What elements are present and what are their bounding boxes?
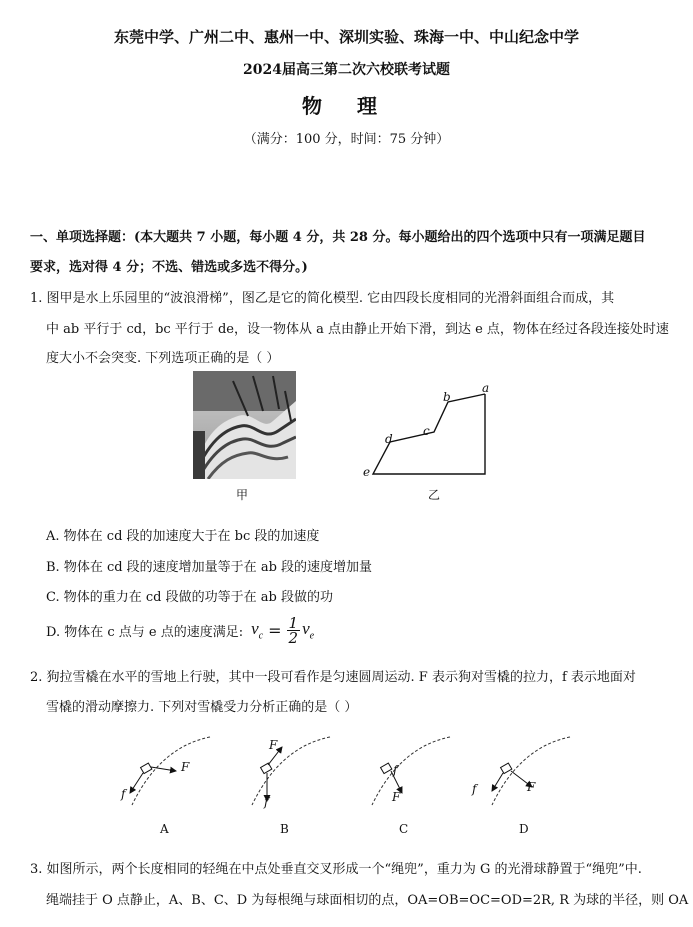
q2-stem-line1: 2. 狗拉雪橇在水平的雪地上行驶，其中一段可看作是匀速圆周运动. F 表示狗对雪橇的拉力，f 表示地面对 — [30, 670, 636, 685]
diagram-c — [372, 737, 450, 805]
q2-option-label-a: A — [160, 822, 169, 836]
diagram-a — [130, 737, 210, 805]
force-label-F-b: F — [269, 738, 278, 752]
equals-sign: = — [268, 620, 282, 640]
q3-stem-line2: 绳端挂于 O 点静止，A、B、C、D 为每根绳与球面相切的点，OA=OB=OC=OD=2R, R 为球的半径，则 OA — [46, 893, 689, 908]
force-label-f-a: f — [121, 787, 126, 801]
section-heading-line2: 要求，选对得 4 分；不选、错选或多选不得分。) — [30, 260, 308, 275]
school-list-title: 东莞中学、广州二中、惠州一中、深圳实验、珠海一中、中山纪念中学 — [113, 28, 579, 46]
q1-stem-line3: 度大小不会突变. 下列选项正确的是（ ） — [46, 351, 280, 366]
section-heading-line1: 一、单项选择题：(本大题共 7 小题，每小题 4 分，共 28 分。每小题给出的四个选项中只有一项满足题目 — [30, 230, 646, 245]
q2-option-label-c: C — [399, 822, 409, 836]
point-label-e: e — [363, 465, 371, 479]
velocity-c: $v_c$ — [251, 618, 264, 642]
q3-stem-line1: 3. 如图所示，两个长度相同的轻绳在中点处垂直交叉形成一个“绳兜”，重力为 G 的光滑球静置于“绳兜”中. — [30, 862, 642, 877]
subject-title: 物 理 — [302, 94, 391, 118]
q2-stem-line2: 雪橇的滑动摩擦力. 下列对雪橇受力分析正确的是（ ） — [46, 700, 358, 715]
velocity-e: $v_e$ — [302, 618, 315, 642]
q2-option-label-b: B — [280, 822, 289, 836]
fig-label-yi: 乙 — [428, 488, 441, 502]
force-label-f-c: f — [393, 763, 398, 777]
q1-option-a: A. 物体在 cd 段的加速度大于在 bc 段的加速度 — [46, 529, 320, 544]
q1-option-c: C. 物体的重力在 cd 段做的功等于在 ab 段做的功 — [46, 590, 333, 605]
force-label-f-d: f — [472, 782, 477, 796]
q1-option-d — [46, 612, 314, 648]
force-label-F-a: F — [181, 760, 190, 774]
point-label-b: b — [443, 390, 451, 404]
q1-stem-line2: 中 ab 平行于 cd，bc 平行于 de，设一物体从 a 点由静止开始下滑，到达 e 点，物体在经过各段连接处时速 — [46, 322, 669, 337]
sled-force-diagrams — [110, 735, 630, 815]
q2-option-label-d: D — [519, 822, 529, 836]
q1-stem-line1: 1. 图甲是水上乐园里的“波浪滑梯”，图乙是它的简化模型. 它由四段长度相同的光滑斜面组合而成，其 — [30, 291, 615, 306]
force-label-f-b: f — [264, 795, 269, 809]
force-label-F-d: F — [527, 780, 536, 794]
point-label-d: d — [385, 432, 393, 446]
fraction-one-half: $\frac{1}{2}$ — [288, 613, 299, 647]
point-label-c: c — [423, 424, 430, 438]
exam-title: 2024届高三第二次六校联考试题 — [243, 62, 450, 78]
q1-option-b: B. 物体在 cd 段的速度增加量等于在 ab 段的速度增加量 — [46, 560, 373, 575]
diagram-d — [492, 737, 570, 805]
q1-option-d-text: D. 物体在 c 点与 e 点的速度满足: — [46, 624, 244, 640]
fig-label-jia: 甲 — [236, 488, 249, 502]
exam-info: （满分：100 分，时间：75 分钟） — [243, 132, 450, 147]
point-label-a: a — [482, 381, 490, 395]
water-slide-photo — [193, 371, 296, 479]
force-label-F-c: F — [392, 790, 401, 804]
